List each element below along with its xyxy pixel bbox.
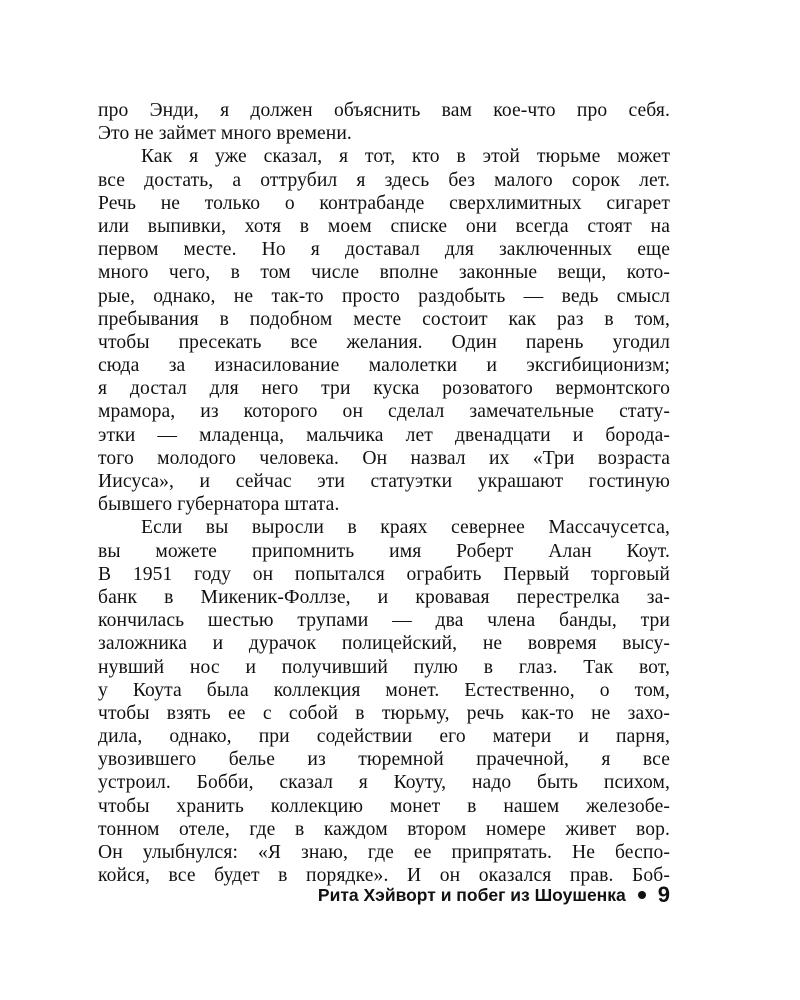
text-line: Если вы выросли в краях севернее Массачусетса, <box>141 517 670 539</box>
text-line: много чего, в том числе вполне законные вещи, кото- <box>98 262 670 284</box>
text-line: рые, однако, не так-то просто раздобыть — ведь смысл <box>98 285 670 307</box>
page-footer <box>98 880 670 910</box>
text-line: чтобы взять ее с собой в тюрьму, речь как-то не захо- <box>98 702 670 724</box>
text-line: койся, все будет в порядке». И он оказался прав. Боб- <box>98 865 670 887</box>
text-line: вы можете припомнить имя Роберт Алан Коут. <box>98 540 670 562</box>
text-line: все достать, а оттрубил я здесь без малого сорок лет. <box>98 169 670 191</box>
text-line: я достал для него три куска розоватого вермонтского <box>98 378 670 400</box>
text-line: бывшего губернатора штата. <box>98 494 340 516</box>
text-line: того молодого человека. Он назвал их «Три возраста <box>98 447 670 469</box>
text-line: Иисуса», и сейчас эти статуэтки украшают гостиную <box>98 471 670 492</box>
text-line: заложника и дурачок полицейский, не вовремя высу- <box>98 633 670 655</box>
text-line: у Коута была коллекция монет. Естественно, о том, <box>98 679 670 701</box>
running-title: Рита Хэйворт и побег из Шоушенка <box>317 884 626 905</box>
text-line: увозившего белье из тюремной прачечной, я все <box>98 749 670 771</box>
text-line: чтобы пресекать все желания. Один парень угодил <box>98 331 670 353</box>
text-line: про Энди, я должен объяснить вам кое-что про себя. <box>98 100 670 121</box>
text-line: устроил. Бобби, сказал я Коуту, надо быть психом, <box>98 772 670 794</box>
text-line: В 1951 году он попытался ограбить Первый торговый <box>98 563 670 585</box>
text-line: Это не займет много времени. <box>98 123 352 145</box>
text-line: или выпивки, хотя в моем списке они всегда стоят на <box>98 215 670 237</box>
text-line: Речь не только о контрабанде сверхлимитных сигарет <box>98 192 670 214</box>
text-line: банк в Микеник-Фоллзе, и кровавая перестрелка за- <box>98 586 670 608</box>
page-number: 9 <box>657 882 670 907</box>
text-line: тонном отеле, где в каждом втором номере живет вор. <box>98 818 670 840</box>
text-line: пребывания в подобном месте состоит как раз в том, <box>98 308 670 330</box>
text-line: мрамора, из которого он сделал замечательные стату- <box>98 401 670 423</box>
bullet-separator-icon <box>638 891 646 899</box>
text-line: Как я уже сказал, я тот, кто в этой тюрьме может <box>141 146 670 168</box>
text-line: нувший нос и получивший пулю в глаз. Так вот, <box>98 656 670 678</box>
text-line: Он улыбнулся: «Я знаю, где ее припрятать. Не беспо- <box>98 842 670 863</box>
text-line: первом месте. Но я доставал для заключенных еще <box>98 239 670 261</box>
text-line: кончилась шестью трупами — два члена банды, три <box>98 610 670 632</box>
body-text <box>98 99 670 887</box>
text-line: чтобы хранить коллекцию монет в нашем железобе- <box>98 795 670 817</box>
text-line: сюда за изнасилование малолетки и эксгибиционизм; <box>98 355 670 377</box>
text-line: этки — младенца, мальчика лет двенадцати и борода- <box>98 424 670 446</box>
text-line: дила, однако, при содействии его матери и парня, <box>98 726 670 748</box>
